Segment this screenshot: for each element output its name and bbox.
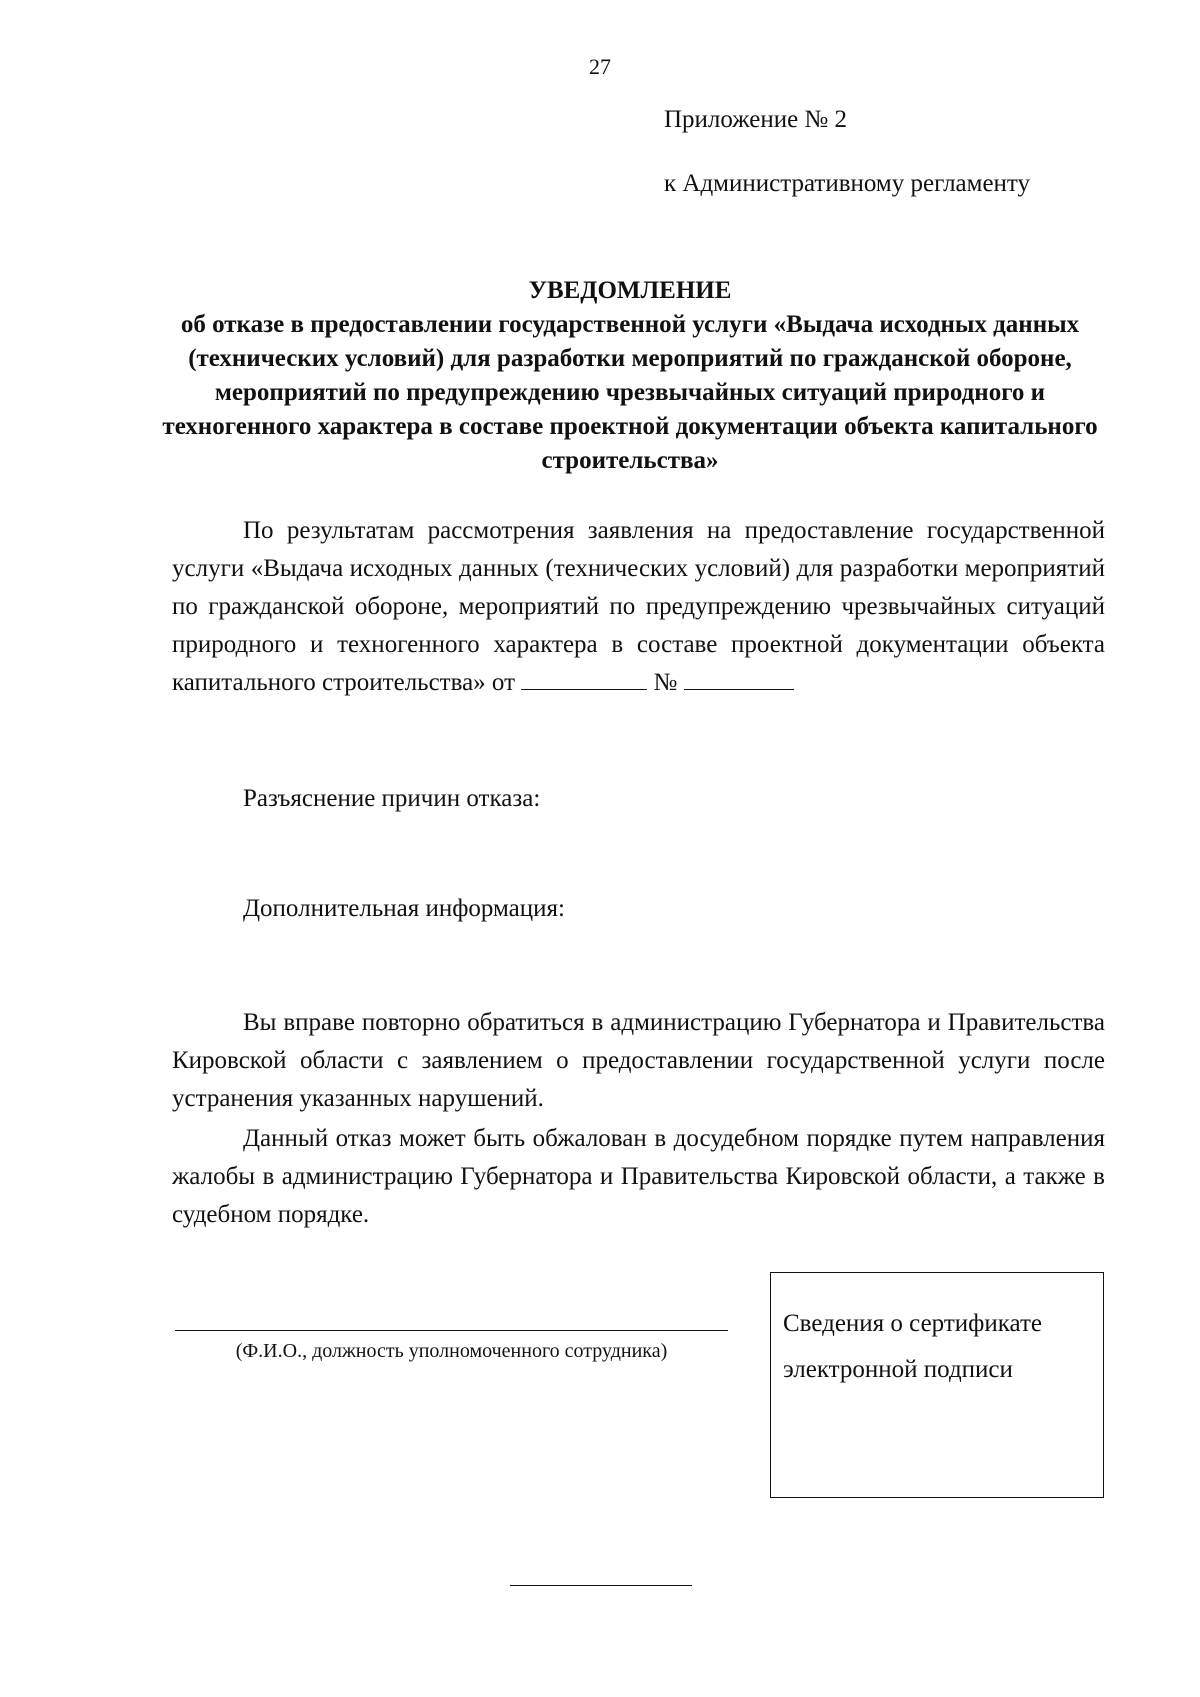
bottom-rule	[510, 1585, 692, 1586]
appendix-number: Приложение № 2	[664, 106, 848, 133]
page-number: 27	[589, 54, 611, 79]
results-paragraph	[172, 512, 1105, 702]
number-blank	[684, 665, 794, 690]
notice-title: УВЕДОМЛЕНИЕ	[528, 277, 732, 304]
number-sign: №	[653, 669, 678, 696]
certificate-text: Сведения о сертификате электронной подписи	[783, 1310, 1042, 1383]
signature-caption: (Ф.И.О., должность уполномоченного сотрудника)	[235, 1340, 668, 1362]
refusal-reasons-label: Разъяснение причин отказа:	[243, 785, 541, 812]
results-paragraph-text: По результатам рассмотрения заявления на предоставление государственной услуги «Выдача исходных данных (технических условий) для разработки мероприятий по гражданской обороне, мероприятий по предупреждению чрезвычайных ситуаций природного и техногенного характера в составе проектной документации объекта капитального строительства» от	[172, 517, 1105, 696]
signature-line	[175, 1330, 728, 1331]
appeal-paragraph: Данный отказ может быть обжалован в досудебном порядке путем направления жалобы в администрацию Губернатора и Правительства Кировской области, а также в судебном порядке.	[172, 1125, 1105, 1228]
date-blank	[521, 665, 647, 690]
certificate-box	[770, 1272, 1104, 1498]
appendix-reference: к Административному регламенту	[664, 170, 1031, 197]
reapply-paragraph: Вы вправе повторно обратиться в администрацию Губернатора и Правительства Кировской области с заявлением о предоставлении государственной услуги после устранения указанных нарушений.	[172, 1009, 1105, 1112]
additional-info-label: Дополнительная информация:	[243, 895, 565, 922]
notice-subtitle: об отказе в предоставлении государственной услуги «Выдача исходных данных (технических условий) для разработки мероприятий по гражданской обороне, мероприятий по предупреждению чрезвычайных ситуаций природного и техногенного характера в составе проектной документации объекта капитального строительства»	[162, 311, 1098, 474]
